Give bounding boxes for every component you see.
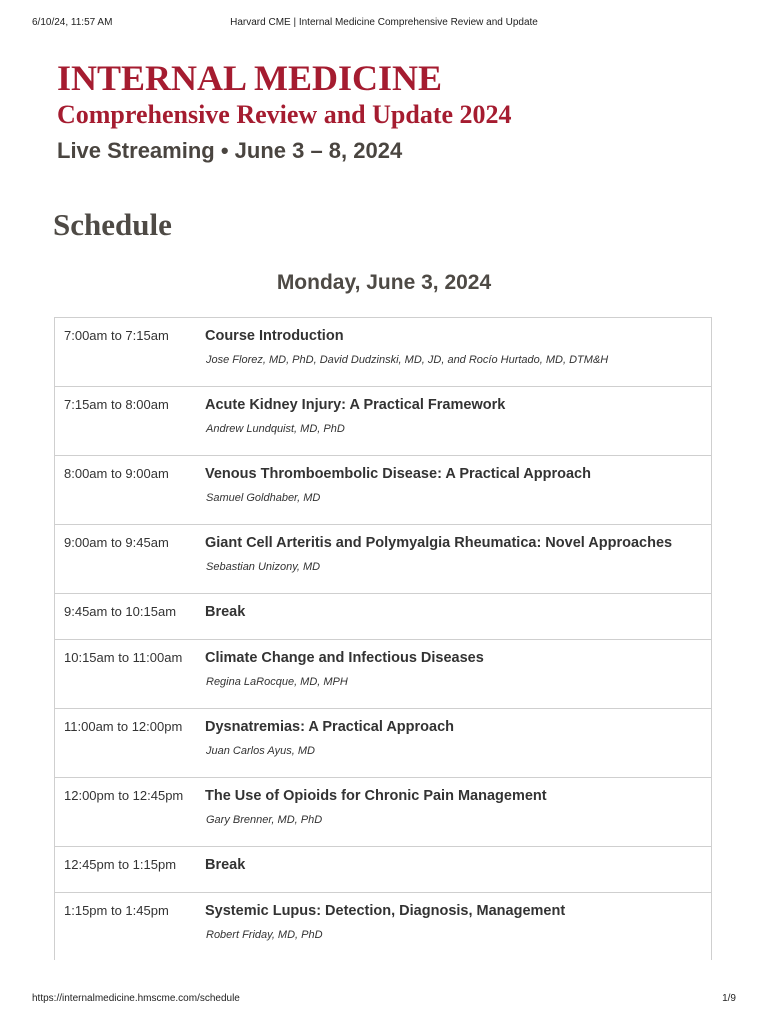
session-time: 12:00pm to 12:45pm <box>64 788 184 803</box>
schedule-row <box>55 709 711 778</box>
print-url: https://internalmedicine.hmscme.com/schedule <box>32 993 240 1004</box>
schedule-row <box>55 387 711 456</box>
session-speakers: Robert Friday, MD, PhD <box>206 929 323 941</box>
session-time: 11:00am to 12:00pm <box>64 719 183 734</box>
section-heading: Schedule <box>53 207 172 242</box>
session-title: Course Introduction <box>205 328 344 344</box>
session-speakers: Gary Brenner, MD, PhD <box>206 814 323 826</box>
session-title: Dysnatremias: A Practical Approach <box>205 719 455 735</box>
session-time: 8:00am to 9:00am <box>64 466 169 481</box>
session-time: 1:15pm to 1:45pm <box>64 903 169 918</box>
day-heading: Monday, June 3, 2024 <box>276 271 492 294</box>
print-header <box>0 17 768 31</box>
session-title: The Use of Opioids for Chronic Pain Management <box>205 788 547 804</box>
session-title: Systemic Lupus: Detection, Diagnosis, Management <box>205 903 566 919</box>
session-title: Break <box>205 604 246 620</box>
session-speakers: Sebastian Unizony, MD <box>206 561 321 573</box>
schedule-row <box>55 640 711 709</box>
print-footer <box>0 993 768 1007</box>
session-speakers: Jose Florez, MD, PhD, David Dudzinski, MD, JD, and Rocío Hurtado, MD, DTM&H <box>206 354 609 366</box>
session-time: 10:15am to 11:00am <box>64 650 183 665</box>
session-speakers: Andrew Lundquist, MD, PhD <box>206 423 345 435</box>
page-subtitle: Comprehensive Review and Update 2024 <box>57 100 512 129</box>
session-speakers: Juan Carlos Ayus, MD <box>206 745 315 757</box>
print-doc-title: Harvard CME | Internal Medicine Comprehensive Review and Update <box>230 17 538 28</box>
session-speakers: Regina LaRocque, MD, MPH <box>206 676 348 688</box>
schedule-row <box>55 456 711 525</box>
session-title: Venous Thromboembolic Disease: A Practical Approach <box>205 466 591 482</box>
schedule-row <box>55 525 711 594</box>
session-title: Break <box>205 857 246 873</box>
page-title: INTERNAL MEDICINE <box>57 58 443 98</box>
schedule-row-break <box>55 847 711 893</box>
page-number: 1/9 <box>722 993 736 1004</box>
event-tagline: Live Streaming • June 3 – 8, 2024 <box>57 138 403 163</box>
schedule-row <box>55 778 711 847</box>
schedule-row-break <box>55 594 711 640</box>
print-datetime: 6/10/24, 11:57 AM <box>32 17 113 28</box>
session-speakers: Samuel Goldhaber, MD <box>206 492 321 504</box>
schedule-row <box>55 893 711 960</box>
session-time: 12:45pm to 1:15pm <box>64 857 177 872</box>
session-title: Acute Kidney Injury: A Practical Framework <box>205 397 506 413</box>
schedule-table <box>54 317 712 960</box>
session-time: 7:00am to 7:15am <box>64 328 169 343</box>
session-title: Climate Change and Infectious Diseases <box>205 650 484 666</box>
session-time: 9:45am to 10:15am <box>64 604 177 619</box>
session-time: 9:00am to 9:45am <box>64 535 169 550</box>
schedule-row <box>55 318 711 387</box>
session-time: 7:15am to 8:00am <box>64 397 169 412</box>
session-title: Giant Cell Arteritis and Polymyalgia Rheumatica: Novel Approaches <box>205 535 673 551</box>
